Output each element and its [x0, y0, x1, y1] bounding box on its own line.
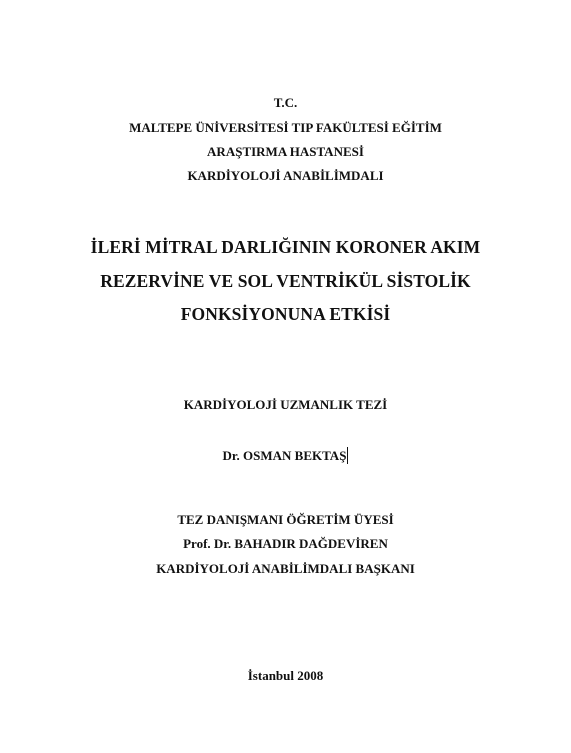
- thesis-title-line-2: REZERVİNE VE SOL VENTRİKÜL SİSTOLİK: [100, 271, 471, 291]
- advisor-heading: TEZ DANIŞMANI ÖĞRETİM ÜYESİ: [177, 512, 394, 527]
- advisor-name: Prof. Dr. BAHADIR DAĞDEVİREN: [183, 536, 388, 551]
- institution-university: MALTEPE ÜNİVERSİTESİ TIP FAKÜLTESİ EĞİTİM: [129, 120, 442, 135]
- advisor-position: KARDİYOLOJİ ANABİLİMDALI BAŞKANI: [156, 561, 415, 576]
- text-cursor: [347, 447, 348, 464]
- place-year: İstanbul 2008: [247, 668, 324, 683]
- author-line: [0, 447, 571, 464]
- thesis-title-line-1: İLERİ MİTRAL DARLIĞININ KORONER AKIM: [90, 237, 481, 257]
- author-name: Dr. OSMAN BEKTAŞ: [222, 448, 347, 463]
- institution-department: KARDİYOLOJİ ANABİLİMDALI: [187, 168, 384, 183]
- institution-hospital: ARAŞTIRMA HASTANESİ: [207, 144, 364, 159]
- thesis-type: KARDİYOLOJİ UZMANLIK TEZİ: [183, 397, 388, 412]
- institution-country: T.C.: [273, 95, 298, 110]
- thesis-title-line-3: FONKSİYONUNA ETKİSİ: [180, 304, 391, 324]
